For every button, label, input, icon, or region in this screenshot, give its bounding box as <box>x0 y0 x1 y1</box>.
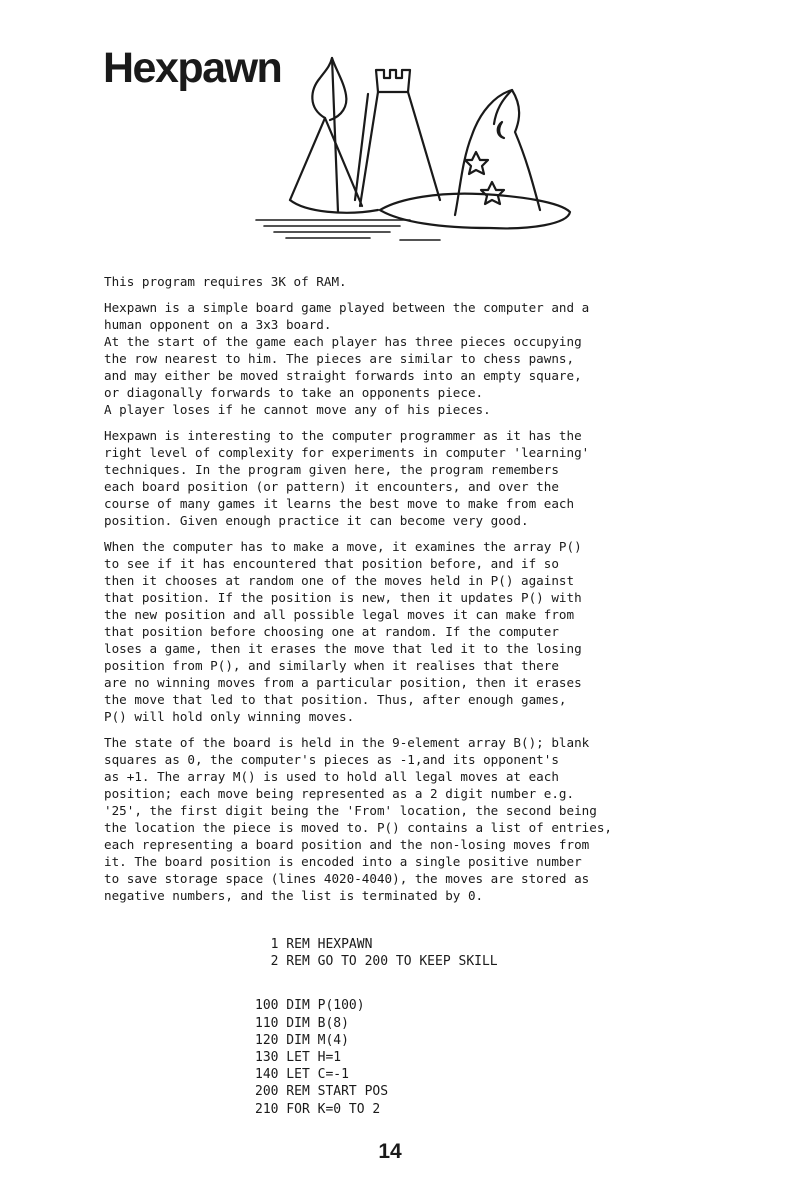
page-number: 14 <box>378 1140 402 1163</box>
code-line: 200 REM START POS <box>255 1084 389 1100</box>
paragraph-ram-requirement: This program requires 3K of RAM. <box>104 274 347 289</box>
paragraph-board-encoding: The state of the board is held in the 9-element array B(); blank squares as 0, the computer's pieces as -1,and its opponent's as +1. The array M() is used to hold all legal moves at each position; each move being represented as a 2 digit number e.g. '25', the first digit being the 'From' location, the second being the location the piece is moved to. P() contains a list of entries, each representing a board position and the non-losing moves from it. The board position is encoded into a single positive number to save storage space (lines 4020-4040), the moves are stored as negative numbers, and the list is terminated by 0. <box>104 735 612 903</box>
code-line: 130 LET H=1 <box>255 1050 342 1066</box>
code-line: 120 DIM M(4) <box>255 1032 349 1048</box>
code-line: 100 DIM P(100) <box>255 998 365 1014</box>
chess-pieces-and-wizard-hat-icon <box>250 40 580 250</box>
rook-piece-icon <box>355 70 440 206</box>
bishop-piece-icon <box>290 58 378 213</box>
code-line: 140 LET C=-1 <box>255 1067 349 1083</box>
code-line: 2 REM GO TO 200 TO KEEP SKILL <box>255 954 498 970</box>
page-title: Hexpawn <box>103 44 282 92</box>
paragraph-move-selection: When the computer has to make a move, it examines the array P() to see if it has encountered that position before, and if so then it chooses at random one of the moves held in P() against that position. If the position is new, then it updates P() with the new position and all possible legal moves it can make from that position before choosing one at random. If the computer loses a game, then it erases the move that led it to the losing position from P(), and similarly when it realises that there are no winning moves from a particular position, then it erases the move that led to that position. Thus, after enough games, P() will hold only winning moves. <box>104 539 582 724</box>
code-listing <box>255 936 498 1118</box>
paragraph-learning-techniques: Hexpawn is interesting to the computer programmer as it has the right level of complexity for experiments in computer 'learning' techniques. In the program given here, the program remembers each board position (or pattern) it encounters, and over the course of many games it learns the best move to make from each position. Given enough practice it can become very good. <box>104 428 590 528</box>
body-text <box>104 273 764 913</box>
ground-lines-icon <box>256 220 440 240</box>
wizard-hat-icon <box>380 90 570 228</box>
code-line: 110 DIM B(8) <box>255 1015 349 1031</box>
code-line: 1 REM HEXPAWN <box>255 937 373 952</box>
code-line: 210 FOR K=0 TO 2 <box>255 1101 381 1117</box>
paragraph-game-rules: Hexpawn is a simple board game played between the computer and a human opponent on a 3x3 board. At the start of the game each player has three pieces occupying the row nearest to him. The pieces are similar to chess pawns, and may either be moved straight forwards into an empty square, or diagonally forwards to take an opponents piece. A player loses if he cannot move any of his pieces. <box>104 300 590 417</box>
code-gap <box>255 970 498 997</box>
